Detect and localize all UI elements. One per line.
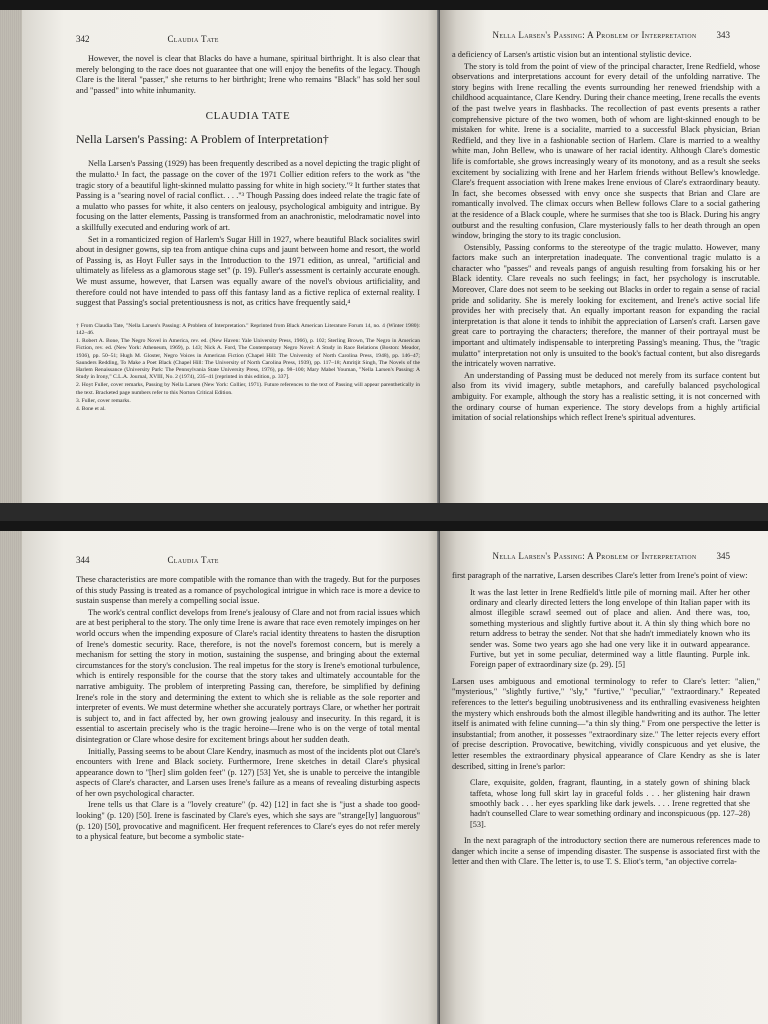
footnotes [76, 323, 420, 413]
paragraph: Nella Larsen's Passing (1929) has been frequently described as a novel depicting the tragic plight of the mulatto.¹ In fact, the passage on the cover of the 1971 Collier edition refers to the work as "the tragic story of a beautiful light-skinned mulatto passing for white in high society."² It further states that Passing is a "searing novel of racial conflict. . . ."³ Though Passing does indeed relate the tragic fate of a mulatto who passes for white, it also centers on jealousy, psychological ambiguity and intrigue. By focusing on the latter elements, Passing is transformed from an anachronistic, melodramatic novel into a skillfully executed and enduring work of art. [76, 159, 420, 232]
page-345 [440, 531, 768, 1024]
page-header [76, 555, 420, 565]
paragraph: The work's central conflict develops from Irene's jealousy of Clare and not from racial issues which are at best peripheral to the story. The only time Irene is aware that race even remotely impinges on her world occurs when the impending exposure of Clare's racial identity threatens to hasten the disruption of Irene's domestic security. Race, therefore, is not the novel's foremost concern, but is merely a mechanism for setting the story in motion, sustaining the suspense, and bringing about the external circumstances for the story's conclusion. The real impetus for the story is Irene's emotional turbulence, which is entirely responsible for the course that the story takes and ultimately accountable for the narrative ambiguity. The problem of interpreting Passing can, therefore, be simplified by defining Irene's role in the story and determining the extent to which she is reliable as the sole reporter and interpreter of events. We must determine whether she accurately portrays Clare, or whether her portrait is subject to, and in fact affected by, her own growing jealousy and insecurity. In this regard, it is essential to ascertain precisely who is the tragic heroine—Irene who is on the verge of total mental disintegration or Clare whose desire for excitement brings about her sudden death. [76, 607, 420, 744]
paragraph: Irene tells us that Clare is a "lovely creature" (p. 42) [12] in fact she is "just a shade too good-looking" (p. 120) [50]. Irene is fascinated by Clare's eyes, which she says are "strange[ly] languorous" (p. 120) [50], provocative and magnificent. Her frequent references to Clare's eyes do not refer merely to a physical feature, but become a symbolic state- [76, 800, 420, 842]
page-edges [0, 531, 22, 1024]
page-number: 342 [76, 34, 90, 44]
paragraph: Initially, Passing seems to be about Clare Kendry, inasmuch as most of the incidents plot out Clare's encounters with Irene and Black society. Furthermore, Irene sketches in detail Clare's physical appearance down to "[her] slim golden feet" (p. 127) [53] Yet, she is unable to perceive the intangible aspects of Clare's character, and Larsen uses Irene's failure as a means of revealing disturbing aspects of her own psychological character. [76, 746, 420, 798]
page-edges [0, 10, 22, 503]
paragraph: These characteristics are more compatible with the romance than with the tragedy. But for the purposes of this study Passing is treated as a romance of psychological intrigue in which race is more a device to sustain suspense than merely a compelling social issue. [76, 575, 420, 606]
paragraph: The story is told from the point of view of the principal character, Irene Redfield, whose observations and interpretations account for every detail of the unfolding narrative. The story begins with Irene recalling the events surrounding her renewed friendship with a childhood acquaintance, Clare Kendry. During their chance meeting, Irene recalls the events of the past twelve years in flashbacks. The recollection of past events presents a rather comprehensive picture of the two women, both of whom are light-skinned enough to be mistaken for white. Irene is a socialite, married to a successful Black physician, Brian Redfield, and they live in a fashionable section of Harlem. Clare is married to a wealthy white man, John Bellew, who is unaware of her racial identity. Although Clare's domestic life is comfortable, she grows increasingly weary of its monotony, and as a result she seeks excitement by socializing with Irene and her Harlem friends without Bellew's knowledge. Clare's frequent association with Irene makes Irene envious of Clare's extraordinary beauty. In fact, she becomes obsessed with envy once she suspects that Brian and Clare are romantically involved. The climax occurs when Bellew follows Clare to a social gathering at the residence of a Black couple, where he surmises that she too is Black. During his angry outburst and the resulting confusion, Clare mysteriously falls to her death through an open window, bringing the story to its tragic conclusion. [452, 61, 760, 241]
essay-title: Nella Larsen's Passing: A Problem of Interpretation† [76, 132, 329, 147]
page-header [76, 34, 420, 44]
page-header [452, 551, 760, 561]
page-344 [22, 531, 440, 1024]
running-head: Nella Larsen's Passing: A Problem of Interpretation [492, 30, 697, 40]
running-head: Claudia Tate [167, 555, 219, 565]
running-head: Nella Larsen's Passing: A Problem of Interpretation [492, 551, 697, 561]
book-spread-bottom [0, 521, 768, 1024]
footnote: 1. Robert A. Bone, The Negro Novel in America, rev. ed. (New Haven: Yale University Press, 1966), p. 102; Sterling Brown, The Negro in American Fiction, rev. ed. (New York: Atheneum, 1969), p. 143; Nick A. Ford, The Contemporary Negro Novel: A Study in Race Relations (Boston: Meador, 1936), pp. 50–51; Hugh M. Gloster, Negro Voices in American Fiction (Chapel Hill: The University of North Carolina Press, 1948), pp. 146–47; Saunders Redding, To Make a Poet Black (Chapel Hill: The University of North Carolina Press, 1939), pp. 117–18; Amritjit Singh, The Novels of the Harlem Renaissance (University Park: The Pennsylvania State University Press, 1976), pp. 98–100; Mary Mabel Youman, "Nella Larsen's Passing: A Study in Irony," C.L.A. Journal, XVIII, No. 2 (1974), 235–41 [reprinted in this edition, p. 337]. [76, 338, 420, 381]
page-343 [440, 10, 768, 503]
paragraph: first paragraph of the narrative, Larsen describes Clare's letter from Irene's point of view: [452, 571, 748, 580]
block-quote [470, 588, 750, 671]
paragraph: In the next paragraph of the introductory section there are numerous references made to danger which incite a sense of impending disaster. The suspense is associated first with the letter and then with Clare. The letter is, to use T. S. Eliot's term, "an objective correla- [452, 836, 760, 867]
footnote: 3. Fuller, cover remarks. [76, 397, 131, 404]
paragraph: Set in a romanticized region of Harlem's Sugar Hill in 1927, where beautiful Black socialites swirl about in designer gowns, sip tea from antique china cups and jaunt between home and resort, the world of Passing is, as Hoyt Fuller says in the Introduction to the 1971 edition, as unreal, "artificial and ultimately as lifeless as a glamorous stage set" (p. 19). Fuller's assessment is certainly accurate enough. We must assume, however, that Larsen was equally aware of the novel's obvious artificiality, and therefore could not have intended to pass off this fantasy land as a fictive replica of external reality. I suggest that Passing's social pretentiousness is not, as critics have frequently said,⁴ [76, 234, 420, 308]
paragraph: Ostensibly, Passing conforms to the stereotype of the tragic mulatto. However, many factors make such an interpretation inadequate. The conventional tragic mulatto is a character who "passes" and reveals pangs of anguish resulting from forsaking his or her Black identity. Clare reveals no such feelings; in fact, her psychology is inscrutable. Moreover, Clare does not seem to be seeking out Blacks in order to regain a sense of racial pride and solidarity. She is merely looking for excitement, and Irene's active social life provides her with precisely that. An equally important reason for expanding the racial interpretation is that alone it tends to inhibit the appreciation of Larsen's craft. Larsen gave great care to portraying the characters; therefore, the manner of their portrayal must be important and ultimately indispensable to interpreting Passing's meaning. Thus, the "tragic mulatto" interpretation not only is unsuited to the book's factual content, but also disregards the intricately woven narrative. [452, 242, 760, 369]
paragraph: An understanding of Passing must be deduced not merely from its surface content but also from its vivid imagery, subtle metaphors, and carefully balanced psychological ambiguity. For example, although the story has a realistic setting, it is not concerned with the ordinary course of human experience. The story develops from a highly artificial imitation of social relationships which reflect Irene's spiritual adventures. [452, 370, 760, 423]
essay-author: CLAUDIA TATE [205, 110, 291, 123]
footnote: 4. Bone et al. [76, 405, 106, 412]
page-342 [22, 10, 440, 503]
page-number: 344 [76, 555, 90, 565]
paragraph: Larsen uses ambiguous and emotional terminology to refer to Clare's letter: "alien," "mysterious," "slightly furtive," "sly," "furtive," "peculiar," "extraordinary." Repeated references to the letter's beguiling unobtrusiveness and its enthralling evasiveness heighten the mystery which enshrouds both the almost illegible handwriting and its author. The letter itself is animated with feline cunning—"a thin sly thing." From one perspective the letter is insubstantial; from another, it possesses "extraordinary size." The letter rejects every effort of precise description. Provocative, bewitching, vividly conspicuous and yet elusive, the letter resembles the extraordinary physical appearance of Clare Kendry as she is later described, sitting in Irene's parlor: [452, 676, 760, 771]
page-number: 345 [716, 551, 730, 561]
footnote: † From Claudia Tate, "Nella Larsen's Passing: A Problem of Interpretation." Reprinted from Black American Literature Forum 14, no. 4 (Winter 1980): 142–46. [76, 322, 420, 336]
block-quote [470, 778, 750, 830]
footnote: 2. Hoyt Fuller, cover remarks, Passing by Nella Larsen (New York: Collier, 1971). Future references to the text of Passing will appear parenthetically in the text. Bracketed page numbers refer to this Norton Critical Edition. [76, 382, 420, 396]
running-head: Claudia Tate [167, 34, 219, 44]
quote-text: Clare, exquisite, golden, fragrant, flaunting, in a stately gown of shining black taffeta, whose long full skirt lay in graceful folds . . . her glistening hair drawn smoothly back . . . her eyes sparkling like dark jewels. . . . Irene regretted that she hadn't counselled Clare to wear something ordinary and inconspicuous (pp. 127–28) [53]. [470, 778, 750, 829]
page-number: 343 [716, 30, 730, 40]
page-header [452, 30, 760, 40]
quote-text: It was the last letter in Irene Redfield's little pile of morning mail. After her other ordinary and clearly directed letters the long envelope of thin Italian paper with its almost illegible scrawl seemed out of place and alien. And there was, too, something mysterious and slightly furtive about it. A thin sly thing which bore no return address to betray the sender. Not that she hadn't immediately known who its sender was. Some two years ago she had one very like it in outward appearance. Furtive, but yet in some peculiar, determined way a little flaunting. Purple ink. Foreign paper of extraordinary size (p. 29). [5] [470, 587, 750, 670]
paragraph: However, the novel is clear that Blacks do have a humane, spiritual birthright. It is also clear that merely belonging to the race does not guarantee that one will enjoy the benefits of the legacy. Though Clare is the literal "passer," she returns to her birthright; Irene who remains "Black" has sold her soul and "passed" into white inhumanity. [76, 54, 420, 95]
paragraph: a deficiency of Larsen's artistic vision but an intentional stylistic device. [452, 50, 692, 59]
book-spread-top [0, 0, 768, 503]
